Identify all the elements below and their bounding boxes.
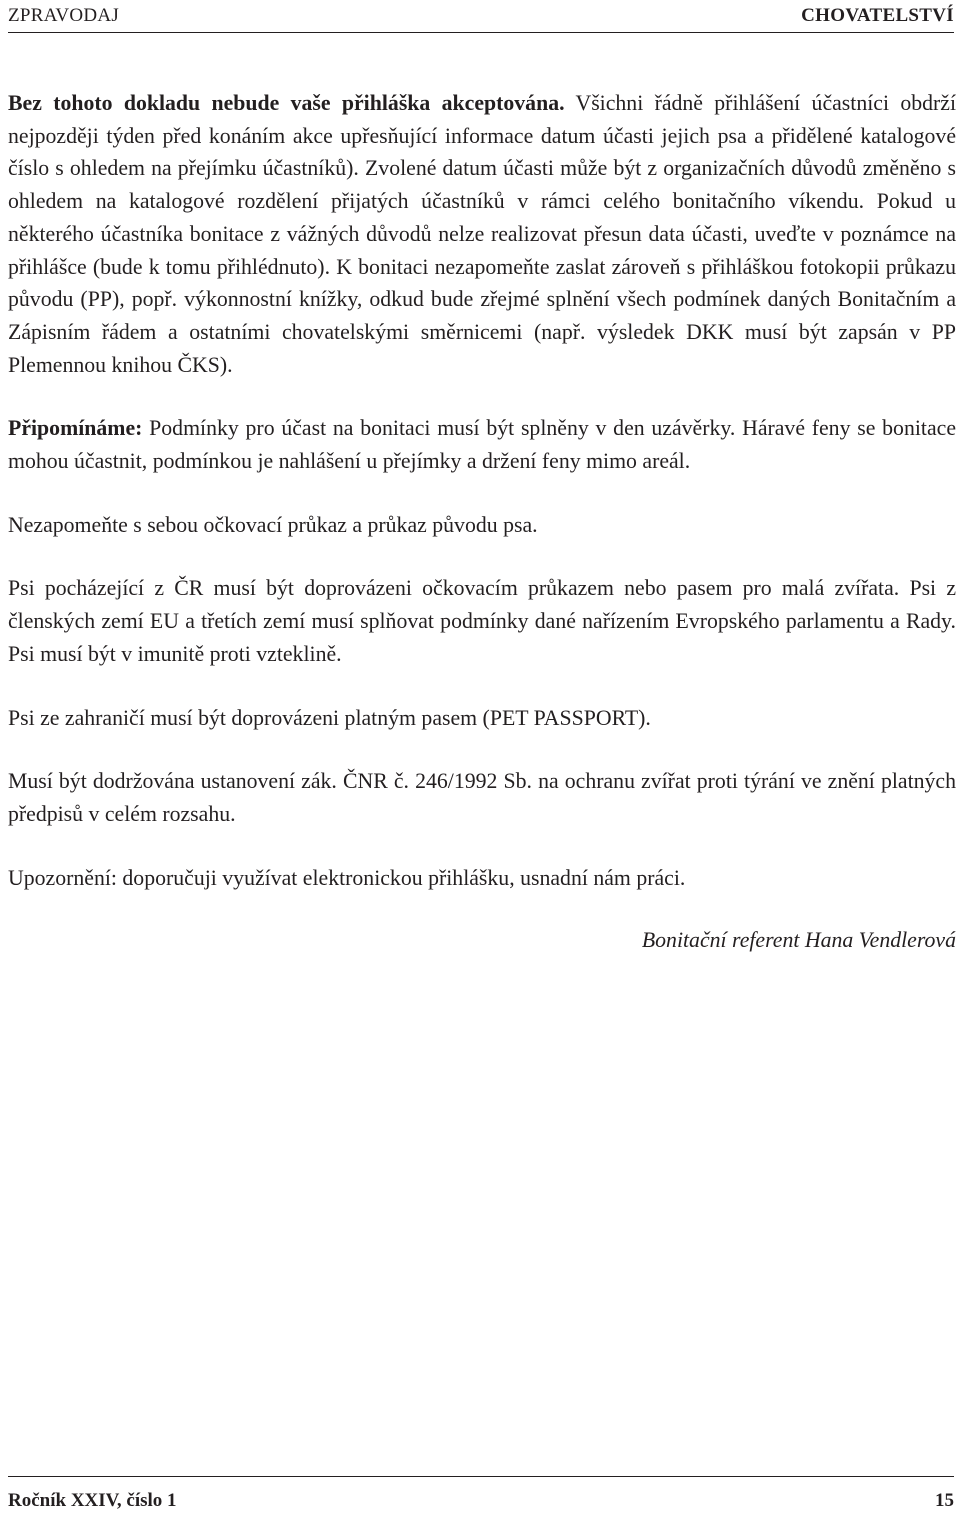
header-section-title: ZPRAVODAJ [8,5,120,26]
paragraph-reminder [8,412,956,477]
page-footer [8,1476,954,1517]
signature: Bonitační referent Hana Vendlerová [641,928,956,953]
paragraph-foreign-dogs: Psi ze zahraničí musí být doprovázeni platným pasem (PET PASSPORT). [8,705,651,730]
header-category-title: CHOVATELSTVÍ [801,5,954,26]
paragraph-documents: Nezapomeňte s sebou očkovací průkaz a průkaz původu psa. [8,512,538,537]
page-header [8,0,954,33]
paragraph-text: Podmínky pro účast na bonitaci musí být splněny v den uzávěrky. Háravé feny se bonitace mohou účastnit, podmínkou je nahlášení u přejímky a držení feny mimo areál. [8,416,956,474]
paragraph-vaccination: Psi pocházející z ČR musí být doprovázeni očkovacím průkazem nebo pasem pro malá zvířata. Psi z členských zemí EU a třetích zemí musí splňovat podmínky dané nařízením Evropského parlamentu a Rady. Psi musí být v imunitě proti vzteklině. [8,576,956,666]
article-body [8,87,956,957]
paragraph-law: Musí být dodržována ustanovení zák. ČNR č. 246/1992 Sb. na ochranu zvířat proti týrání ve znění platných předpisů v celém rozsahu. [8,769,956,826]
issue-label: Ročník XXIV, číslo 1 [8,1490,177,1511]
reminder-label: Připomínáme: [8,416,143,441]
page-number: 15 [935,1490,954,1511]
paragraph-lead-bold: Bez tohoto dokladu nebude vaše přihláška akceptována. [8,91,565,115]
paragraph-text: Všichni řádně přihlášení účastníci obdrží nejpozději týden před konáním akce upřesňující informace datum účasti jejich psa a přidělené katalogové číslo s ohledem na přejímku účastníků). Zvolené datum účasti může být z organizačních důvodů změněno s ohledem na katalogové rozdělení přijatých účastníků v rámci celého bonitačního víkendu. Pokud u některého účastníka bonitace z vážných důvodů nelze realizovat přesun data účasti, uveďte v poznámce na přihlášce (bude k tomu přihlédnuto). K bonitaci nezapomeňte zaslat zároveň s přihláškou fotokopii průkazu původu (PP), popř. výkonnostní knížky, odkud bude zřejmé splnění všech podmínek daných Bonitačním a Zápisním řádem a ostatními chovatelskými směrnicemi (např. výsledek DKK musí být zapsán v PP Plemennou knihou ČKS). [8,91,957,377]
paragraph-notice: Upozornění: doporučuji využívat elektronickou přihlášku, usnadní nám práci. [8,865,686,890]
paragraph-application-info [8,87,956,381]
